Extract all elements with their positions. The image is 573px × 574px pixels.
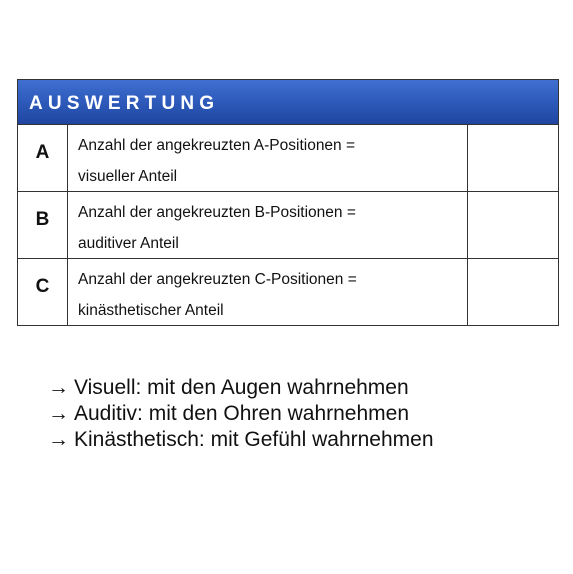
legend-item-visual <box>48 375 434 401</box>
row-letter: A <box>18 125 68 191</box>
row-description-line1: Anzahl der angekreuzten A-Positionen = <box>78 137 356 154</box>
row-description-line2: auditiver Anteil <box>78 235 179 252</box>
row-description <box>68 192 468 258</box>
arrow-right-icon: → <box>48 428 69 451</box>
row-value-cell[interactable] <box>468 259 558 325</box>
arrow-right-icon: → <box>48 376 69 399</box>
legend-item-text: Visuell: mit den Augen wahrnehmen <box>74 376 409 399</box>
row-value-cell[interactable] <box>468 192 558 258</box>
legend-item-kinesthetic <box>48 427 434 453</box>
row-description <box>68 259 468 325</box>
row-value-cell[interactable] <box>468 125 558 191</box>
evaluation-table <box>17 79 559 326</box>
evaluation-header <box>18 80 558 125</box>
row-description-line2: kinästhetischer Anteil <box>78 302 224 319</box>
table-row-a <box>18 125 558 192</box>
evaluation-title: AUSWERTUNG <box>29 93 220 114</box>
legend-item-text: Auditiv: mit den Ohren wahrnehmen <box>74 402 410 425</box>
row-description-line1: Anzahl der angekreuzten B-Positionen = <box>78 204 356 221</box>
legend-item-auditory <box>48 401 434 427</box>
row-letter: B <box>18 192 68 258</box>
row-description-line2: visueller Anteil <box>78 168 178 185</box>
row-letter: C <box>18 259 68 325</box>
table-row-c <box>18 259 558 325</box>
table-row-b <box>18 192 558 259</box>
legend-item-text: Kinästhetisch: mit Gefühl wahrnehmen <box>74 428 434 451</box>
arrow-right-icon: → <box>48 402 69 425</box>
row-description <box>68 125 468 191</box>
legend <box>48 375 434 453</box>
row-description-line1: Anzahl der angekreuzten C-Positionen = <box>78 271 357 288</box>
